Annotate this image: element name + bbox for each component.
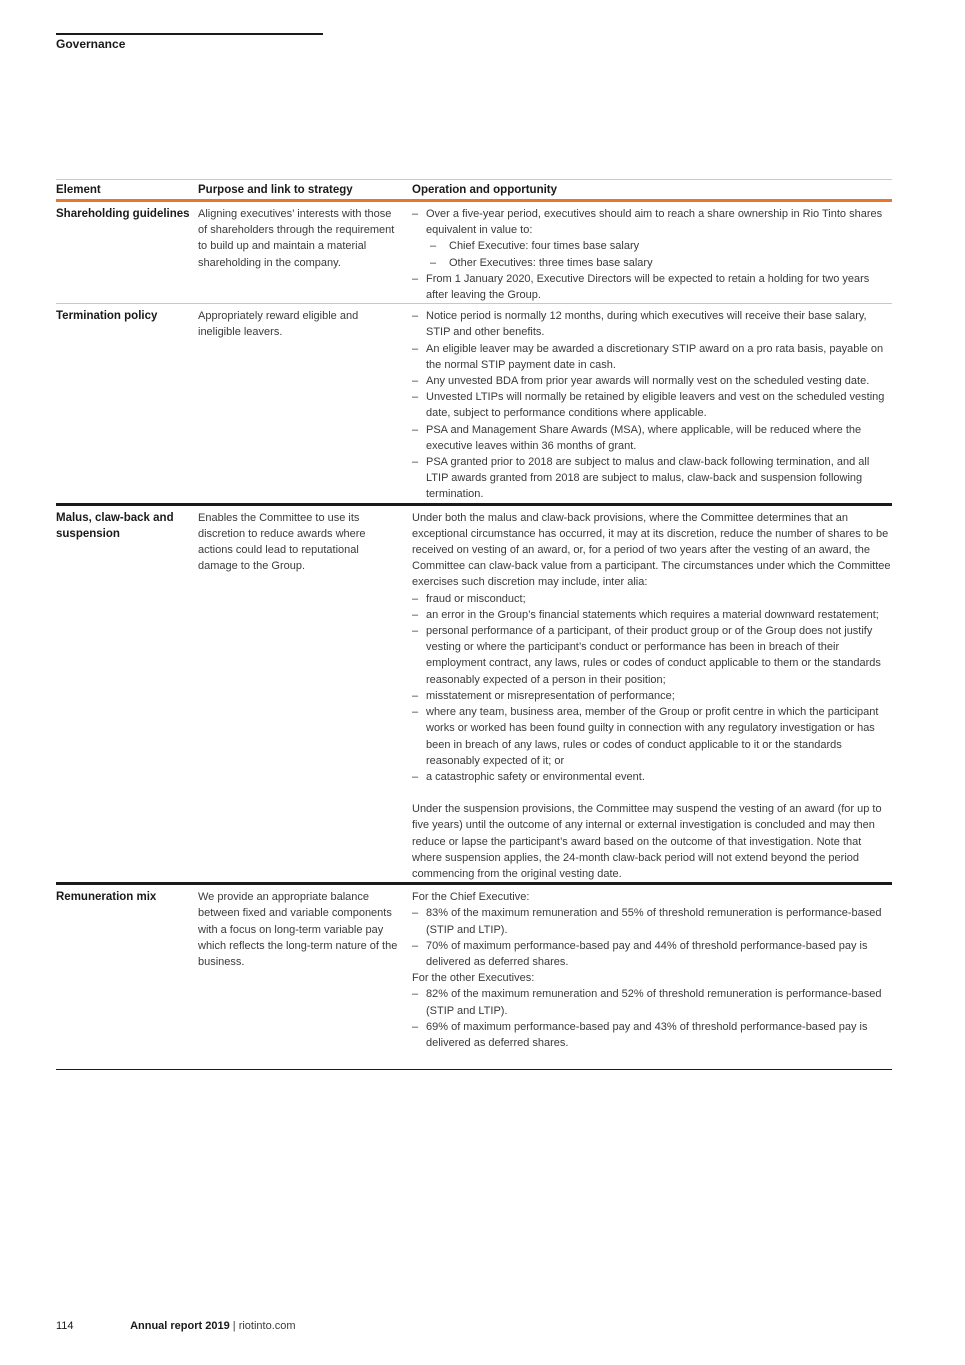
element-cell: Shareholding guidelines <box>56 208 190 220</box>
paragraph: For the other Executives: <box>412 972 535 985</box>
website-link[interactable]: riotinto.com <box>238 1320 296 1332</box>
list-item: – a catastrophic safety or environmental event. <box>412 769 892 785</box>
list-item: – where any team, business area, member of the Group or profit centre in which the participant works or worked has been found guilty in connection with any regulatory investigation or has been in breach of any laws, rules or codes of conduct applicable to it or the standards reasonably expected of it; or <box>412 704 892 769</box>
column-header-element: Element <box>56 184 101 196</box>
list-item: – fraud or misconduct; <box>412 591 892 607</box>
table-row <box>56 503 892 882</box>
operation-cell <box>412 885 892 1069</box>
list-item: – misstatement or misrepresentation of performance; <box>412 688 892 704</box>
list-item: – 83% of the maximum remuneration and 55% of threshold remuneration is performance-based (STIP and LTIP). <box>412 905 892 937</box>
element-cell: Remuneration mix <box>56 891 157 904</box>
list-item: – Notice period is normally 12 months, during which executives will receive their base salary, STIP and other benefits. <box>412 308 892 340</box>
list-item: – Over a five-year period, executives should aim to reach a share ownership in Rio Tinto shares equivalent in value to: <box>412 206 892 238</box>
purpose-cell: Aligning executives’ interests with those of shareholders through the requirement to build up and maintain a material shareholding in the company. <box>198 208 395 269</box>
report-title: Annual report 2019 <box>130 1320 230 1332</box>
section-title: Governance <box>56 37 126 51</box>
column-header-purpose: Purpose and link to strategy <box>198 184 353 196</box>
list-item: – 70% of maximum performance-based pay and 44% of threshold performance-based pay is delivered as deferred shares. <box>412 938 892 970</box>
list-item: – Any unvested BDA from prior year awards will normally vest on the scheduled vesting date. <box>412 373 892 389</box>
purpose-cell: We provide an appropriate balance between fixed and variable components with a focus on long-term variable pay which reflects the long-term nature of the business. <box>198 891 398 968</box>
list-item: – Unvested LTIPs will normally be retained by eligible leavers and vest on the scheduled vesting date, subject to performance conditions where applicable. <box>412 389 892 421</box>
table-bottom-rule <box>56 1069 892 1070</box>
operation-cell <box>412 202 892 303</box>
operation-cell <box>412 506 892 882</box>
purpose-cell: Enables the Committee to use its discretion to reduce awards where actions could lead to reputational damage to the Group. <box>198 511 366 573</box>
paragraph: Under the suspension provisions, the Committee may suspend the vesting of an award (for up to five years) until the outcome of any internal or external investigation is concluded and may then reduce or lapse the participant’s award based on the outcome of that investigation. Note that where suspension applies, the 24-month claw-back period will not extend beyond the period commencing from the original vesting date. <box>412 803 882 880</box>
sub-list-item: – Other Executives: three times base salary <box>412 255 892 271</box>
top-rule <box>56 33 323 35</box>
list-item: – an error in the Group’s financial statements which requires a material downward restatement; <box>412 607 892 623</box>
table-header <box>56 179 892 202</box>
element-cell: Malus, claw-back and suspension <box>56 511 174 540</box>
footer-separator: | <box>232 1320 236 1332</box>
table-row <box>56 882 892 1069</box>
list-item: – personal performance of a participant, of their product group or of the Group does not justify vesting or where the participant’s conduct or performance has been in breach of their employment contract, any laws, rules or codes of conduct applicable to them or the standards reasonably expected of a person in their position; <box>412 623 892 688</box>
sub-list-item: – Chief Executive: four times base salary <box>412 238 892 254</box>
page-footer <box>56 1320 296 1332</box>
purpose-cell: Appropriately reward eligible and ineligible leavers. <box>198 310 359 339</box>
page-number: 114 <box>56 1320 74 1332</box>
paragraph: Under both the malus and claw-back provisions, where the Committee determines that an exceptional circumstance has occurred, it may at its discretion, reduce the number of shares to be received on vesting of an award, or, for a period of two years after the vesting of an award, the Committee can claw-back value from a participant. The circumstances under which the Committee exercises such discretion may include, inter alia: <box>412 511 891 589</box>
operation-cell <box>412 304 892 502</box>
list-item: – PSA granted prior to 2018 are subject to malus and claw-back following termination, and all LTIP awards granted from 2018 are subject to malus, claw-back and suspension following termination. <box>412 454 892 503</box>
table-row <box>56 303 892 502</box>
element-cell: Termination policy <box>56 310 158 323</box>
list-item: – 69% of maximum performance-based pay and 43% of threshold performance-based pay is delivered as deferred shares. <box>412 1019 892 1051</box>
policy-table <box>56 179 892 1070</box>
column-header-operation: Operation and opportunity <box>412 184 558 196</box>
table-row <box>56 202 892 303</box>
list-item: – PSA and Management Share Awards (MSA), where applicable, will be reduced where the executive leaves within 36 months of grant. <box>412 422 892 454</box>
list-item: – An eligible leaver may be awarded a discretionary STIP award on a pro rata basis, payable on the normal STIP payment date in cash. <box>412 341 892 373</box>
list-item: – 82% of the maximum remuneration and 52% of threshold remuneration is performance-based (STIP and LTIP). <box>412 986 892 1018</box>
paragraph: For the Chief Executive: <box>412 891 530 904</box>
list-item: – From 1 January 2020, Executive Directors will be expected to retain a holding for two years after leaving the Group. <box>412 271 892 303</box>
